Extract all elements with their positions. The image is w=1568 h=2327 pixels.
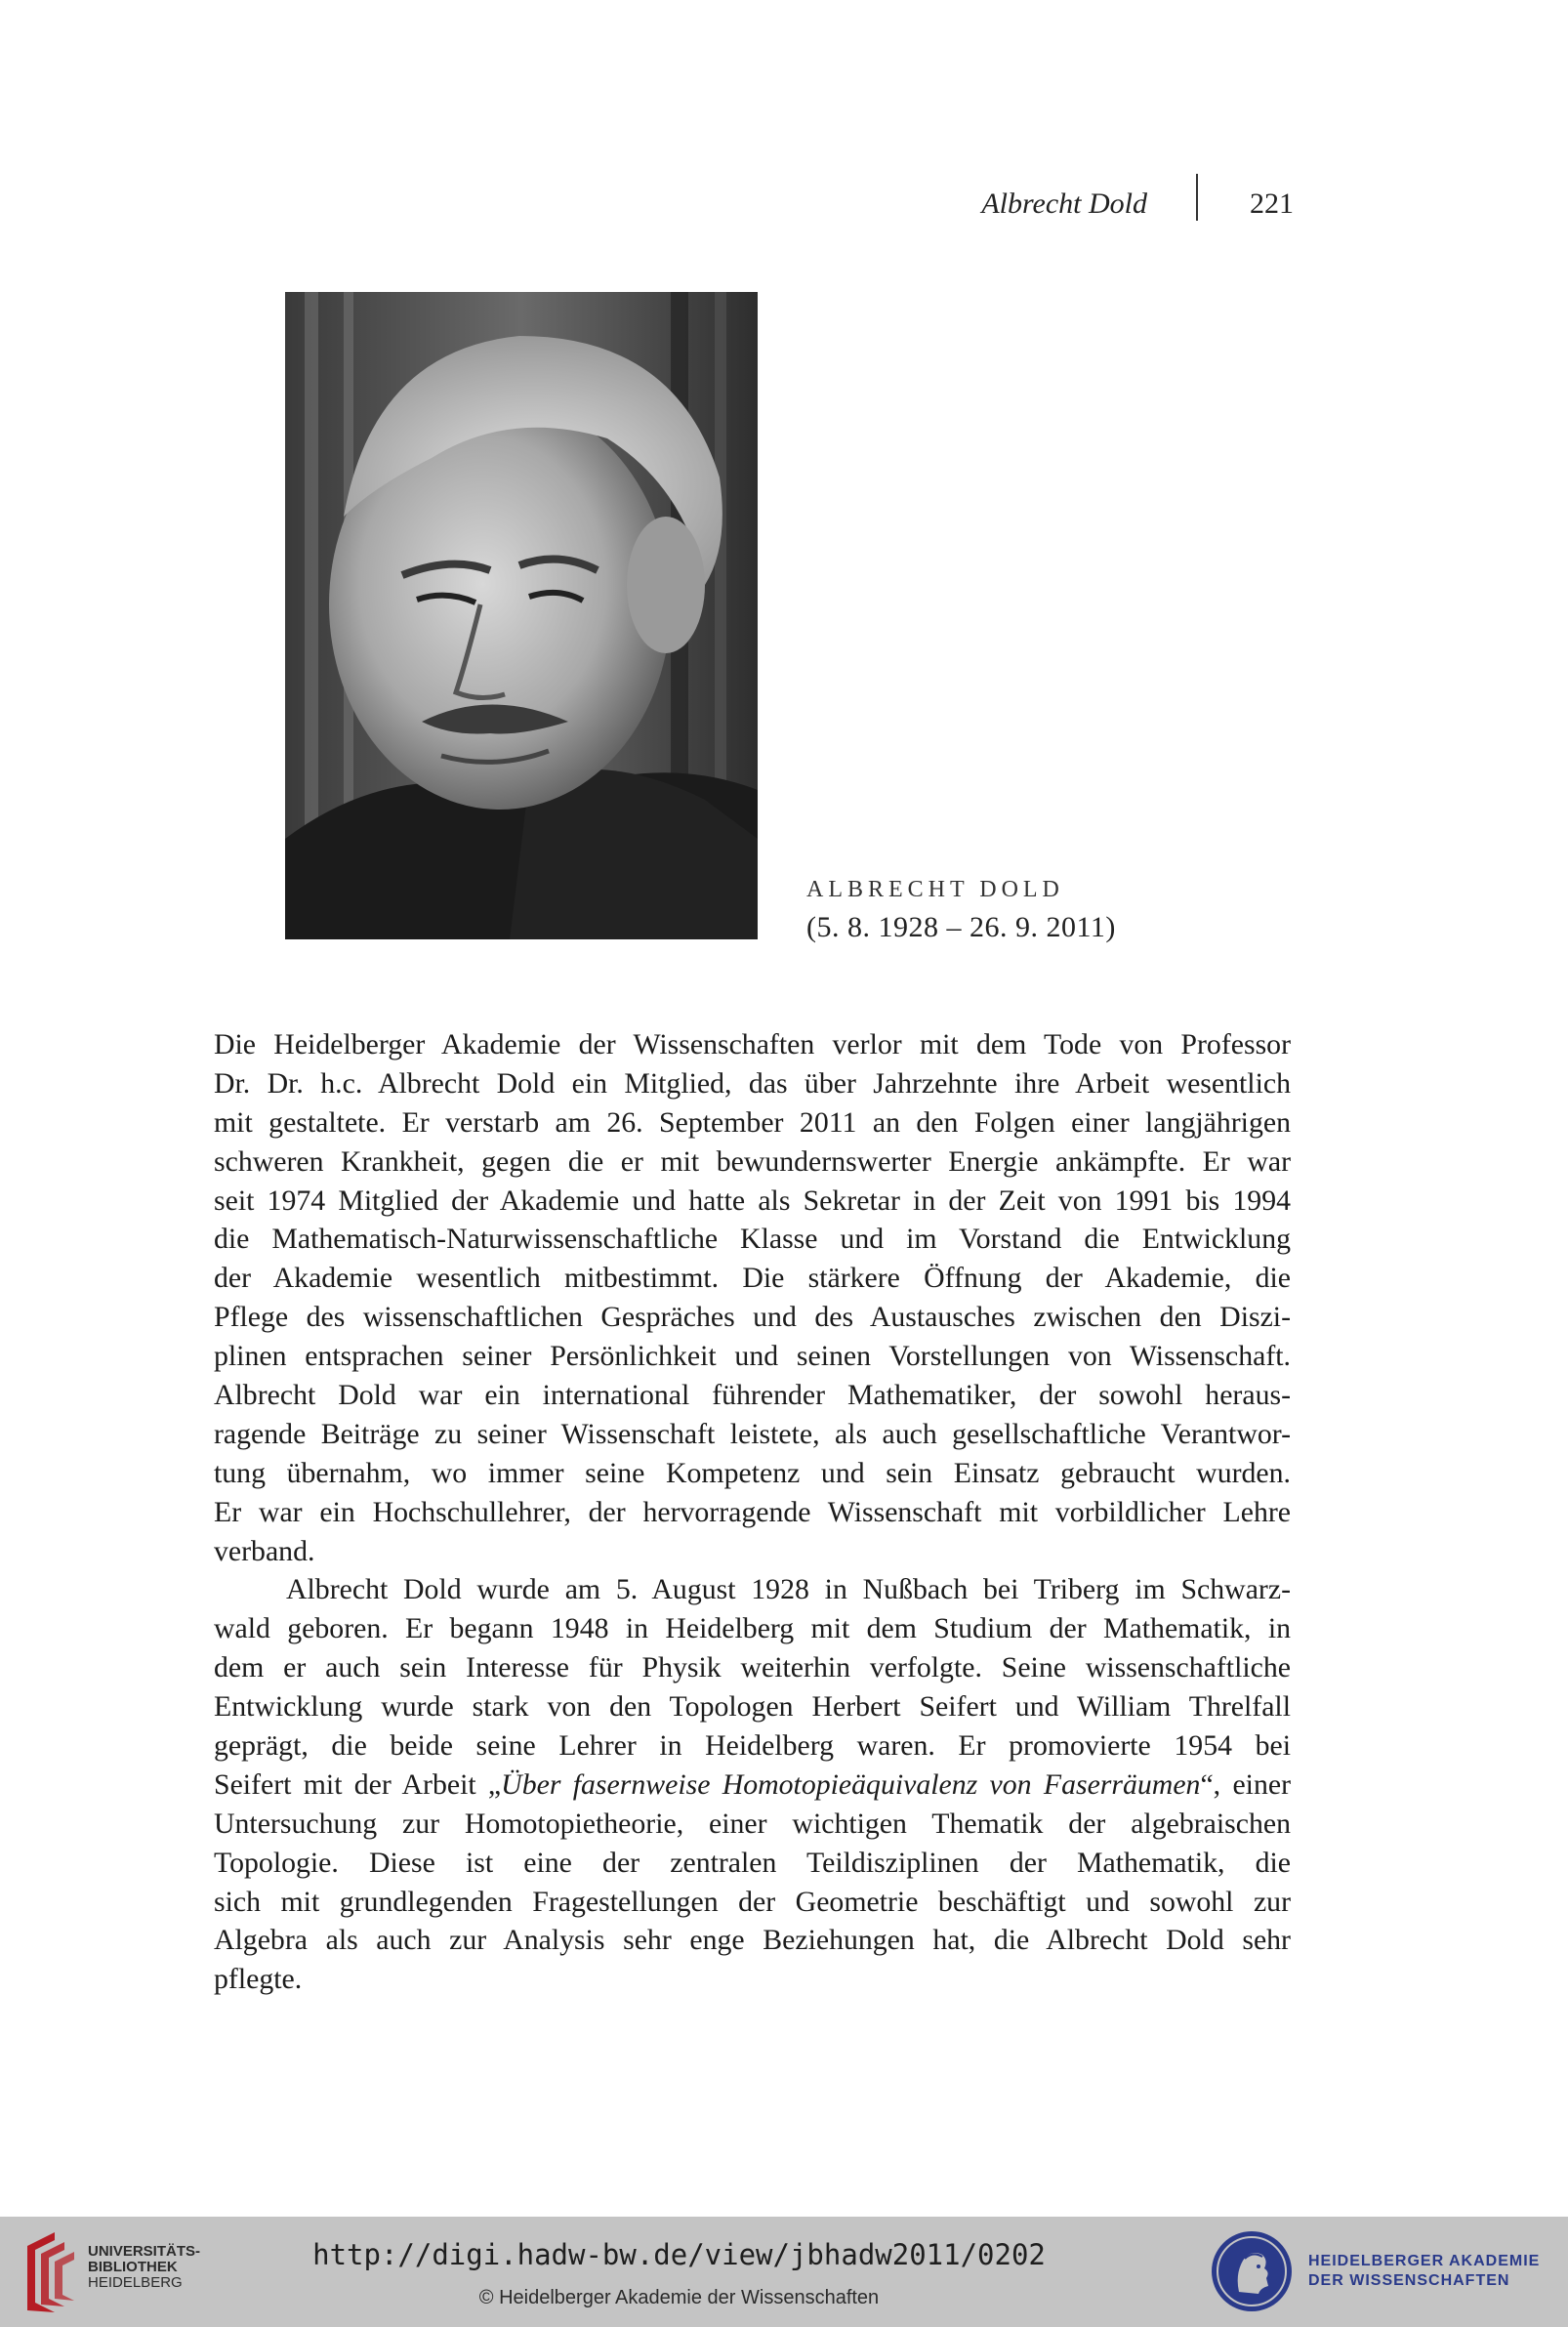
ub-line: UNIVERSITÄTS- (88, 2243, 201, 2260)
footer-bar (0, 2217, 1568, 2327)
running-header (976, 174, 1294, 229)
text-line: Untersuchung zur Homotopietheorie, einer wichtigen Thematik der algebraischen (214, 1807, 1291, 1840)
permalink-url[interactable]: http://digi.hadw-bw.de/view/jbhadw2011/0202 (312, 2238, 1046, 2271)
text-line: sich mit grundlegenden Fragestellungen der Geometrie beschäftigt und sowohl zur (214, 1885, 1291, 1918)
text-line: seit 1974 Mitglied der Akademie und hatte als Sekretar in der Zeit von 1991 bis 1994 (214, 1184, 1291, 1217)
academy-line: HEIDELBERGER AKADEMIE (1308, 2253, 1541, 2269)
paragraph-1 (214, 1025, 1291, 1570)
ub-line: BIBLIOTHEK (88, 2259, 178, 2275)
header-divider (1196, 174, 1198, 221)
running-title: Albrecht Dold (981, 187, 1147, 220)
text-line: Die Heidelberger Akademie der Wissenschaften verlor mit dem Tode von Professor (214, 1028, 1291, 1060)
text-line: Albrecht Dold war ein international führender Mathematiker, der sowohl heraus- (214, 1379, 1291, 1412)
text-line: tung übernahm, wo immer seine Kompetenz und sein Einsatz gebraucht wurden. (214, 1456, 1291, 1489)
portrait-photo-icon (285, 292, 758, 939)
caption-dates: (5. 8. 1928 – 26. 9. 2011) (806, 911, 1116, 943)
copyright-notice: © Heidelberger Akademie der Wissenschaften (478, 2287, 880, 2308)
text-line: dem er auch sein Interesse für Physik weiterhin verfolgte. Seine wissenschaftliche (214, 1651, 1291, 1684)
obituary-text (214, 1025, 1291, 1999)
ub-line: HEIDELBERG (88, 2274, 183, 2291)
text-line: verband. (214, 1534, 315, 1567)
page-number: 221 (1250, 187, 1294, 220)
text-line: schweren Krankheit, gegen die er mit bewundernswerter Energie ankämpfte. Er war (214, 1144, 1291, 1178)
text-line: plinen entsprachen seiner Persönlichkeit und seinen Vorstellungen von Wissenschaft. (214, 1340, 1291, 1373)
academy-line: DER WISSENSCHAFTEN (1308, 2272, 1510, 2289)
line-part: Seifert mit der Arbeit „ (214, 1767, 502, 1801)
text-line: wald geboren. Er begann 1948 in Heidelberg mit dem Studium der Mathematik, in (214, 1612, 1291, 1645)
text-line: Entwicklung wurde stark von den Topologen Herbert Seifert und William Threlfall (214, 1690, 1291, 1724)
line-part: “, einer (1200, 1767, 1291, 1801)
text-line: ragende Beiträge zu seiner Wissenschaft leistete, als auch gesellschaftliche Verantwor- (214, 1417, 1291, 1450)
dissertation-title: Über fasernweise Homotopieäquivalenz von Faserräumen (501, 1767, 1201, 1801)
text-line-with-title (214, 1766, 1291, 1805)
portrait-caption (806, 877, 1197, 944)
text-line: Dr. Dr. h.c. Albrecht Dold ein Mitglied, das über Jahrzehnte ihre Arbeit wesentlich (214, 1066, 1291, 1100)
text-line: Pflege des wissenschaftlichen Gespräches und des Austausches zwischen den Diszi- (214, 1301, 1291, 1334)
academy-seal-icon[interactable] (1210, 2229, 1294, 2313)
text-line: Albrecht Dold wurde am 5. August 1928 in Nußbach bei Triberg im Schwarz- (286, 1573, 1291, 1606)
text-line: Topologie. Diese ist eine der zentralen Teildisziplinen der Mathematik, die (214, 1846, 1291, 1879)
caption-name: ALBRECHT DOLD (806, 877, 1064, 902)
paragraph-2 (214, 1570, 1291, 1999)
text-line: geprägt, die beide seine Lehrer in Heidelberg waren. Er promovierte 1954 bei (214, 1729, 1291, 1763)
text-line: die Mathematisch-Naturwissenschaftliche Klasse und im Vorstand die Entwicklung (214, 1223, 1291, 1256)
text-line: Er war ein Hochschullehrer, der hervorragende Wissenschaft mit vorbildlicher Lehre (214, 1495, 1291, 1528)
portrait-photo (285, 292, 758, 939)
academy-name[interactable] (1308, 2252, 1540, 2291)
text-line: Algebra als auch zur Analysis sehr enge Beziehungen hat, die Albrecht Dold sehr (214, 1924, 1291, 1957)
text-line: mit gestaltete. Er verstarb am 26. September 2011 an den Folgen einer langjährigen (214, 1105, 1291, 1139)
text-line: pflegte. (214, 1963, 303, 1996)
text-line: der Akademie wesentlich mitbestimmt. Die stärkere Öffnung der Akademie, die (214, 1262, 1291, 1295)
